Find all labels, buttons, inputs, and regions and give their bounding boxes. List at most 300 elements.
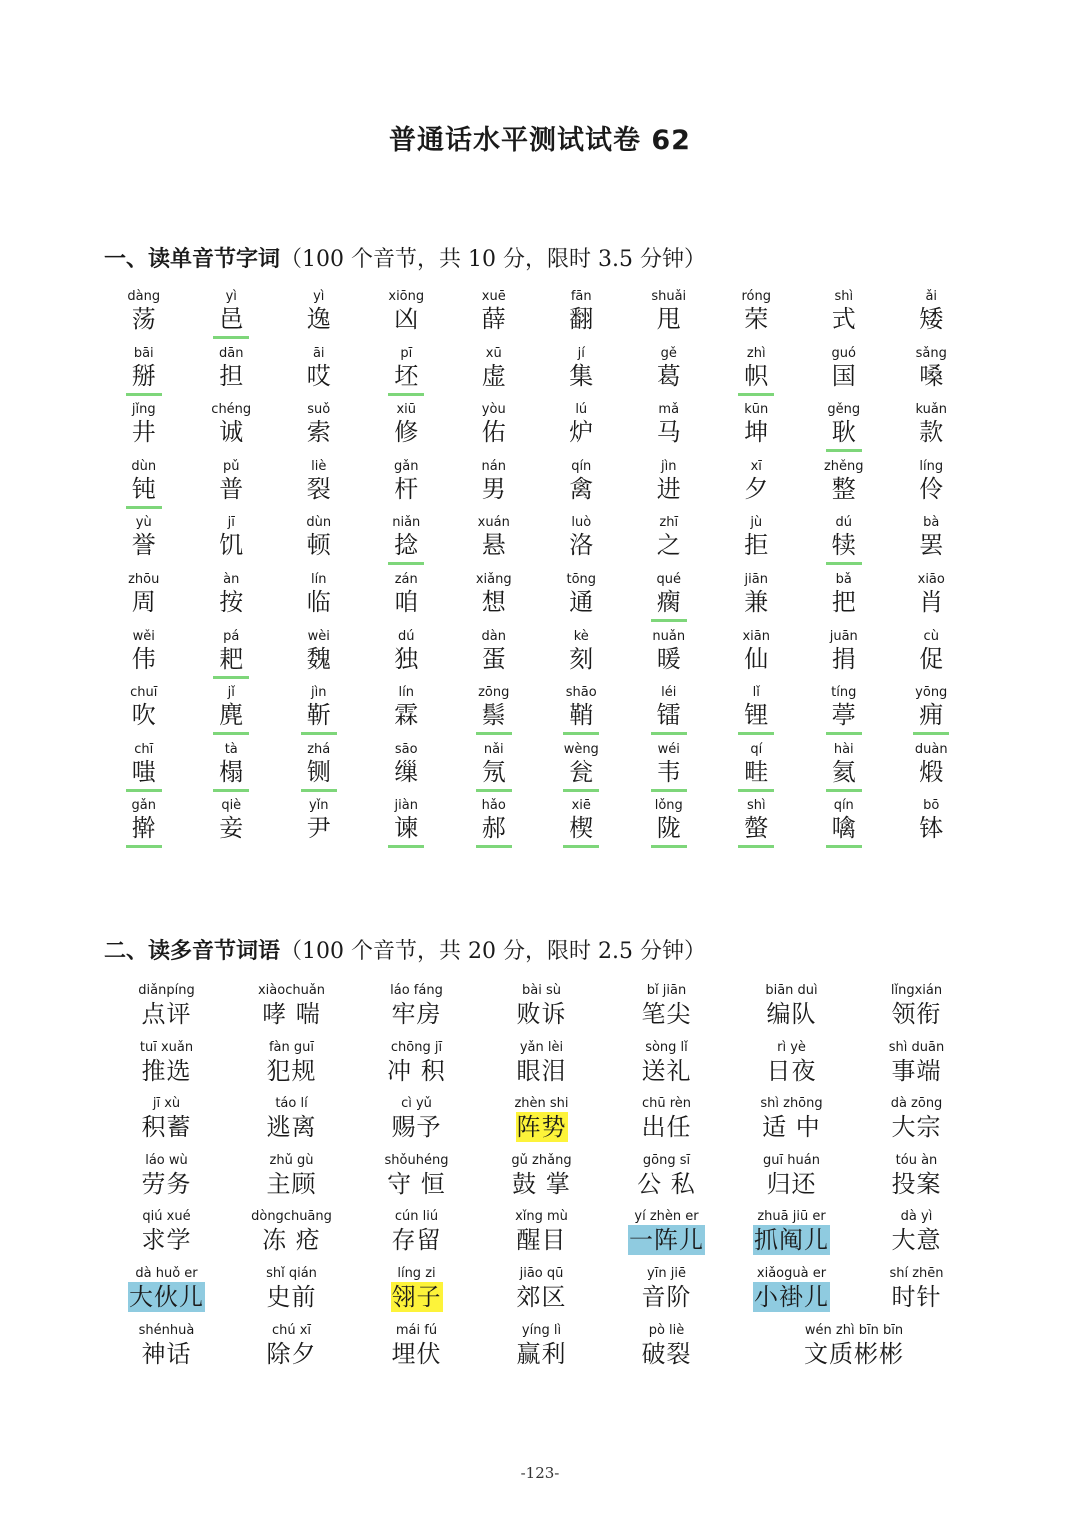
- hanzi-char: 通: [569, 587, 594, 616]
- word-item: [854, 1095, 979, 1152]
- char-item: [888, 629, 976, 686]
- pinyin-label: cì yǔ: [401, 1096, 432, 1112]
- word-item: [729, 1095, 854, 1152]
- hanzi-char: 炉: [569, 418, 594, 447]
- pinyin-label: wéi: [657, 741, 680, 757]
- pinyin-label: kuǎn: [915, 402, 948, 418]
- hanzi-char: 吹: [131, 701, 156, 730]
- pinyin-label: zhī: [659, 515, 679, 531]
- pinyin-label: dú: [398, 628, 415, 644]
- pinyin-label: dān: [219, 345, 244, 361]
- hanzi-char: 麂: [213, 701, 249, 735]
- pinyin-label: mái fú: [395, 1322, 438, 1338]
- pinyin-label: lǐ: [752, 685, 760, 701]
- pinyin-label: lú: [575, 402, 588, 418]
- hanzi-char: 按: [219, 587, 244, 616]
- hanzi-char: 耙: [213, 645, 249, 679]
- char-item: [538, 685, 626, 742]
- hanzi-char: 耿: [826, 418, 862, 452]
- char-item: [625, 798, 713, 855]
- pinyin-label: kūn: [744, 402, 769, 418]
- char-item: [538, 289, 626, 346]
- hanzi-char: 擀: [126, 814, 162, 848]
- hanzi-char: 榻: [213, 758, 249, 792]
- char-item: [275, 402, 363, 459]
- pinyin-label: kè: [573, 628, 589, 644]
- pinyin-label: gǎn: [394, 458, 419, 474]
- word-item: [729, 1208, 854, 1265]
- pinyin-label: lǐngxián: [890, 983, 943, 998]
- pinyin-label: xiǎng: [475, 571, 512, 587]
- pinyin-label: zhá: [307, 741, 331, 757]
- hanzi-char: 凶: [394, 305, 419, 333]
- word-text: 阵势: [516, 1113, 567, 1142]
- hanzi-char: 嗤: [126, 758, 162, 792]
- hanzi-char: 马: [656, 418, 681, 447]
- word-text: 冻 疮: [262, 1226, 321, 1255]
- word-text: 破裂: [641, 1339, 692, 1368]
- pinyin-label: hǎo: [481, 798, 506, 814]
- hanzi-char: 瓮: [563, 758, 599, 792]
- pinyin-label: dòngchuāng: [251, 1209, 332, 1225]
- char-item: [450, 402, 538, 459]
- hanzi-char: 虚: [481, 361, 506, 390]
- pinyin-label: qiú xué: [142, 1209, 191, 1225]
- pinyin-label: jí: [577, 345, 585, 361]
- word-item: [354, 1265, 479, 1322]
- char-item: [800, 515, 888, 572]
- hanzi-char: 把: [831, 587, 856, 616]
- char-item: [363, 685, 451, 742]
- char-item: [713, 798, 801, 855]
- pinyin-label: nǎi: [483, 741, 504, 757]
- char-item: [100, 798, 188, 855]
- char-item: [188, 572, 276, 629]
- char-item: [275, 629, 363, 686]
- pinyin-label: bāi: [133, 345, 154, 361]
- word-text: 抓阄儿: [754, 1226, 829, 1255]
- char-item: [363, 346, 451, 403]
- pinyin-label: yōng: [915, 685, 948, 701]
- char-item: [538, 515, 626, 572]
- word-item: [479, 982, 604, 1039]
- hanzi-char: 铡: [301, 758, 337, 792]
- word-item: [354, 1095, 479, 1152]
- char-item: [800, 629, 888, 686]
- hanzi-char: 临: [306, 587, 331, 616]
- char-item: [100, 742, 188, 799]
- pinyin-label: wén zhì bīn bīn: [804, 1322, 904, 1338]
- pinyin-label: jǐng: [131, 402, 156, 418]
- char-item: [625, 685, 713, 742]
- pinyin-label: tíng: [831, 685, 857, 701]
- hanzi-char: 魏: [306, 644, 331, 673]
- word-text: 赢利: [516, 1339, 567, 1368]
- pinyin-label: yì: [313, 289, 325, 304]
- pinyin-label: yīn jiē: [647, 1265, 686, 1281]
- hanzi-char: 禽: [569, 474, 594, 503]
- word-item: [729, 1039, 854, 1096]
- hanzi-char: 普: [219, 474, 244, 503]
- char-item: [713, 515, 801, 572]
- pinyin-label: gě: [660, 345, 677, 361]
- pinyin-label: yì: [225, 289, 237, 304]
- char-item: [188, 629, 276, 686]
- hanzi-char: 周: [131, 587, 156, 616]
- word-item: [854, 1039, 979, 1096]
- word-text: 出任: [641, 1113, 692, 1142]
- hanzi-char: 郝: [476, 814, 512, 848]
- char-item: [188, 742, 276, 799]
- char-item: [625, 742, 713, 799]
- hanzi-char: 井: [131, 418, 156, 447]
- hanzi-char: 畦: [738, 758, 774, 792]
- char-item: [800, 742, 888, 799]
- pinyin-label: tōng: [566, 571, 597, 587]
- char-item: [275, 685, 363, 742]
- hanzi-char: 邑: [213, 305, 249, 339]
- hanzi-char: 捐: [831, 644, 856, 673]
- pinyin-label: wèng: [563, 741, 599, 757]
- hanzi-char: 掰: [126, 362, 162, 396]
- word-item: [479, 1322, 604, 1379]
- pinyin-label: jù: [750, 515, 763, 531]
- word-item: [104, 1152, 229, 1209]
- pinyin-label: bō: [923, 798, 940, 814]
- pinyin-label: guó: [831, 345, 856, 361]
- hanzi-char: 噙: [826, 814, 862, 848]
- hanzi-char: 肖: [919, 587, 944, 616]
- pinyin-label: gǔ zhǎng: [511, 1152, 572, 1168]
- hanzi-char: 暖: [656, 644, 681, 673]
- char-item: [888, 685, 976, 742]
- char-item: [888, 515, 976, 572]
- word-text: 求学: [141, 1226, 192, 1255]
- char-item: [625, 346, 713, 403]
- pinyin-label: shí zhēn: [889, 1265, 944, 1281]
- pinyin-label: suǒ: [307, 402, 331, 418]
- char-item: [450, 346, 538, 403]
- word-text: 大伙儿: [129, 1282, 204, 1311]
- pinyin-label: nuǎn: [652, 628, 686, 644]
- word-text: 事端: [891, 1056, 942, 1085]
- section2-heading-note: （100 个音节，共 20 分，限时 2.5 分钟）: [280, 939, 706, 964]
- pinyin-label: bǐ jiān: [646, 983, 687, 998]
- hanzi-char: 男: [481, 474, 506, 503]
- pinyin-label: zán: [394, 571, 418, 587]
- char-item: [188, 459, 276, 516]
- pinyin-label: juān: [829, 628, 858, 644]
- hanzi-char: 佑: [481, 418, 506, 447]
- char-item: [538, 459, 626, 516]
- hanzi-char: 伟: [131, 644, 156, 673]
- char-item: [100, 402, 188, 459]
- pinyin-label: ǎi: [925, 289, 938, 304]
- pinyin-label: dà yì: [900, 1209, 933, 1225]
- char-item: [363, 629, 451, 686]
- char-item: [625, 402, 713, 459]
- char-item: [450, 459, 538, 516]
- pinyin-label: xiàochuǎn: [257, 983, 326, 998]
- page-number: -123-: [520, 1464, 560, 1482]
- char-item: [713, 402, 801, 459]
- pinyin-label: shénhuà: [138, 1322, 195, 1338]
- pinyin-label: tà: [224, 741, 238, 757]
- word-text: 赐予: [391, 1113, 442, 1142]
- pinyin-label: bà: [923, 515, 940, 531]
- word-text: 牢房: [391, 1000, 442, 1028]
- pinyin-label: xiǎoguà er: [756, 1265, 827, 1281]
- char-item: [450, 629, 538, 686]
- hanzi-char: 洛: [569, 531, 594, 560]
- hanzi-char: 款: [919, 418, 944, 447]
- hanzi-char: 咱: [394, 587, 419, 616]
- char-item: [538, 742, 626, 799]
- word-item: [729, 1322, 979, 1379]
- word-text: 史前: [266, 1282, 317, 1311]
- char-item: [450, 289, 538, 346]
- pinyin-label: nán: [481, 458, 506, 474]
- pinyin-label: tuī xuǎn: [139, 1039, 194, 1055]
- word-item: [104, 1208, 229, 1265]
- pinyin-label: dùn: [306, 515, 332, 531]
- hanzi-char: 夕: [744, 474, 769, 503]
- pinyin-label: hài: [833, 741, 854, 757]
- word-text: 鼓 掌: [512, 1169, 571, 1198]
- pinyin-label: zhǔ gù: [269, 1152, 314, 1168]
- pinyin-label: wěi: [132, 628, 155, 644]
- word-item: [104, 1265, 229, 1322]
- section1-heading-note: （100 个音节，共 10 分，限时 3.5 分钟）: [280, 247, 706, 272]
- word-item: [229, 1265, 354, 1322]
- pinyin-label: fān: [570, 289, 592, 304]
- char-item: [188, 515, 276, 572]
- hanzi-char: 尹: [306, 814, 331, 843]
- pinyin-label: táo lí: [275, 1096, 308, 1112]
- pinyin-label: zhèn shi: [514, 1096, 569, 1112]
- pinyin-label: shǐ qián: [266, 1265, 317, 1281]
- word-item: [604, 982, 729, 1039]
- char-item: [450, 515, 538, 572]
- word-text: 投案: [891, 1169, 942, 1198]
- char-item: [363, 402, 451, 459]
- hanzi-char: 哎: [306, 361, 331, 390]
- hanzi-char: 进: [656, 474, 681, 503]
- word-item: [354, 1152, 479, 1209]
- pinyin-label: léi: [661, 685, 677, 701]
- pinyin-label: dà huǒ er: [135, 1265, 198, 1281]
- pinyin-label: yǎn lèi: [519, 1039, 564, 1055]
- char-item: [275, 742, 363, 799]
- pinyin-label: bài sù: [522, 983, 561, 998]
- pinyin-label: yíng lì: [521, 1322, 562, 1338]
- word-text: 积蓄: [141, 1113, 192, 1142]
- word-item: [104, 1322, 229, 1379]
- pinyin-label: shì duān: [888, 1039, 945, 1055]
- word-item: [854, 1208, 979, 1265]
- word-item: [229, 1322, 354, 1379]
- pinyin-label: dàng: [127, 289, 161, 304]
- pinyin-label: wèi: [307, 628, 330, 644]
- hanzi-char: 集: [569, 361, 594, 390]
- word-text: 推选: [141, 1056, 192, 1085]
- char-item: [450, 572, 538, 629]
- pinyin-label: chú xī: [271, 1322, 312, 1338]
- pinyin-label: jǐ: [227, 685, 235, 701]
- pinyin-label: àn: [223, 571, 240, 587]
- hanzi-char: 楔: [563, 814, 599, 848]
- pinyin-label: sāo: [394, 741, 418, 757]
- char-item: [888, 346, 976, 403]
- pinyin-label: bǎ: [835, 571, 852, 587]
- word-text: 大宗: [891, 1113, 942, 1142]
- hanzi-char: 饥: [219, 531, 244, 560]
- pinyin-label: shuǎi: [651, 289, 687, 304]
- hanzi-char: 痈: [913, 701, 949, 735]
- section1-heading: [104, 242, 706, 273]
- pinyin-label: dú: [835, 515, 852, 531]
- word-item: [229, 1208, 354, 1265]
- hanzi-char: 钵: [919, 814, 944, 843]
- word-text: 领衔: [891, 1000, 942, 1028]
- char-item: [188, 798, 276, 855]
- pinyin-label: diǎnpíng: [138, 983, 195, 998]
- char-item: [363, 742, 451, 799]
- word-text: 守 恒: [387, 1169, 446, 1198]
- char-item: [363, 289, 451, 346]
- char-item: [888, 572, 976, 629]
- pinyin-label: qín: [833, 798, 854, 814]
- char-item: [188, 289, 276, 346]
- char-item: [713, 459, 801, 516]
- hanzi-char: 氖: [476, 758, 512, 792]
- char-item: [188, 402, 276, 459]
- word-item: [604, 1322, 729, 1379]
- char-item: [625, 459, 713, 516]
- word-text: 编队: [766, 1000, 817, 1028]
- hanzi-char: 担: [219, 361, 244, 390]
- word-item: [729, 1265, 854, 1322]
- pinyin-label: sǎng: [915, 345, 947, 361]
- char-item: [713, 289, 801, 346]
- word-item: [479, 1265, 604, 1322]
- char-item: [713, 572, 801, 629]
- hanzi-char: 逸: [306, 305, 331, 333]
- hanzi-char: 陇: [651, 814, 687, 848]
- char-item: [625, 289, 713, 346]
- pinyin-label: luò: [571, 515, 592, 531]
- word-item: [604, 1095, 729, 1152]
- hanzi-char: 誉: [131, 531, 156, 560]
- char-item: [363, 459, 451, 516]
- hanzi-char: 薛: [481, 305, 506, 333]
- pinyin-label: xuán: [477, 515, 510, 531]
- hanzi-char: 蛋: [481, 644, 506, 673]
- hanzi-char: 裂: [306, 474, 331, 503]
- pinyin-label: jiāo qū: [519, 1265, 564, 1281]
- word-item: [604, 1208, 729, 1265]
- word-item: [354, 1039, 479, 1096]
- char-item: [713, 742, 801, 799]
- char-item: [538, 402, 626, 459]
- pinyin-label: xiān: [742, 628, 770, 644]
- pinyin-label: chéng: [211, 402, 252, 418]
- char-item: [625, 629, 713, 686]
- pinyin-label: jiàn: [394, 798, 418, 814]
- pinyin-label: yù: [135, 515, 152, 531]
- hanzi-char: 氦: [826, 758, 862, 792]
- hanzi-char: 煅: [919, 757, 944, 786]
- word-item: [229, 982, 354, 1039]
- pinyin-label: xiōng: [388, 289, 425, 304]
- section2-heading: [104, 934, 706, 965]
- word-item: [354, 1322, 479, 1379]
- pinyin-label: zhěng: [823, 458, 864, 474]
- word-text: 适 中: [762, 1113, 821, 1142]
- word-text: 文质彬彬: [804, 1339, 904, 1368]
- word-item: [104, 1095, 229, 1152]
- char-item: [275, 798, 363, 855]
- word-text: 送礼: [641, 1056, 692, 1085]
- word-item: [604, 1039, 729, 1096]
- word-text: 笔尖: [641, 1000, 692, 1028]
- hanzi-char: 翻: [569, 305, 594, 333]
- word-text: 埋伏: [391, 1339, 442, 1368]
- hanzi-char: 促: [919, 644, 944, 673]
- char-item: [450, 685, 538, 742]
- pinyin-label: dàn: [481, 628, 506, 644]
- word-item: [354, 1208, 479, 1265]
- char-item: [188, 346, 276, 403]
- char-item: [888, 798, 976, 855]
- pinyin-label: líng zi: [397, 1265, 436, 1281]
- char-item: [100, 459, 188, 516]
- pinyin-label: shì zhōng: [760, 1096, 823, 1112]
- word-item: [479, 1152, 604, 1209]
- pinyin-label: chī: [134, 741, 154, 757]
- char-item: [888, 289, 976, 346]
- hanzi-char: 妾: [219, 814, 244, 843]
- section1-heading-label: 一、读单音节字词: [104, 247, 281, 272]
- hanzi-char: 嗓: [919, 361, 944, 390]
- word-text: 犯规: [266, 1056, 317, 1085]
- word-text: 一阵儿: [629, 1226, 704, 1255]
- hanzi-char: 螫: [738, 814, 774, 848]
- char-item: [800, 402, 888, 459]
- hanzi-char: 整: [831, 474, 856, 503]
- word-item: [479, 1039, 604, 1096]
- pinyin-label: yí zhèn er: [634, 1209, 699, 1225]
- pinyin-label: jī xù: [152, 1096, 181, 1112]
- word-text: 公 私: [637, 1169, 696, 1198]
- hanzi-char: 鞘: [563, 701, 599, 735]
- hanzi-char: 鬃: [476, 701, 512, 735]
- hanzi-char: 独: [394, 644, 419, 673]
- char-item: [538, 629, 626, 686]
- word-item: [854, 1265, 979, 1322]
- pinyin-label: shì: [746, 798, 766, 814]
- pinyin-label: dà zōng: [890, 1096, 943, 1112]
- char-item: [100, 629, 188, 686]
- char-item: [450, 742, 538, 799]
- hanzi-char: 仙: [744, 644, 769, 673]
- char-item: [625, 515, 713, 572]
- pinyin-label: lín: [398, 685, 414, 701]
- pinyin-label: jī: [227, 515, 235, 531]
- hanzi-char: 顿: [306, 531, 331, 560]
- word-item: [479, 1095, 604, 1152]
- pinyin-label: rì yè: [777, 1039, 806, 1055]
